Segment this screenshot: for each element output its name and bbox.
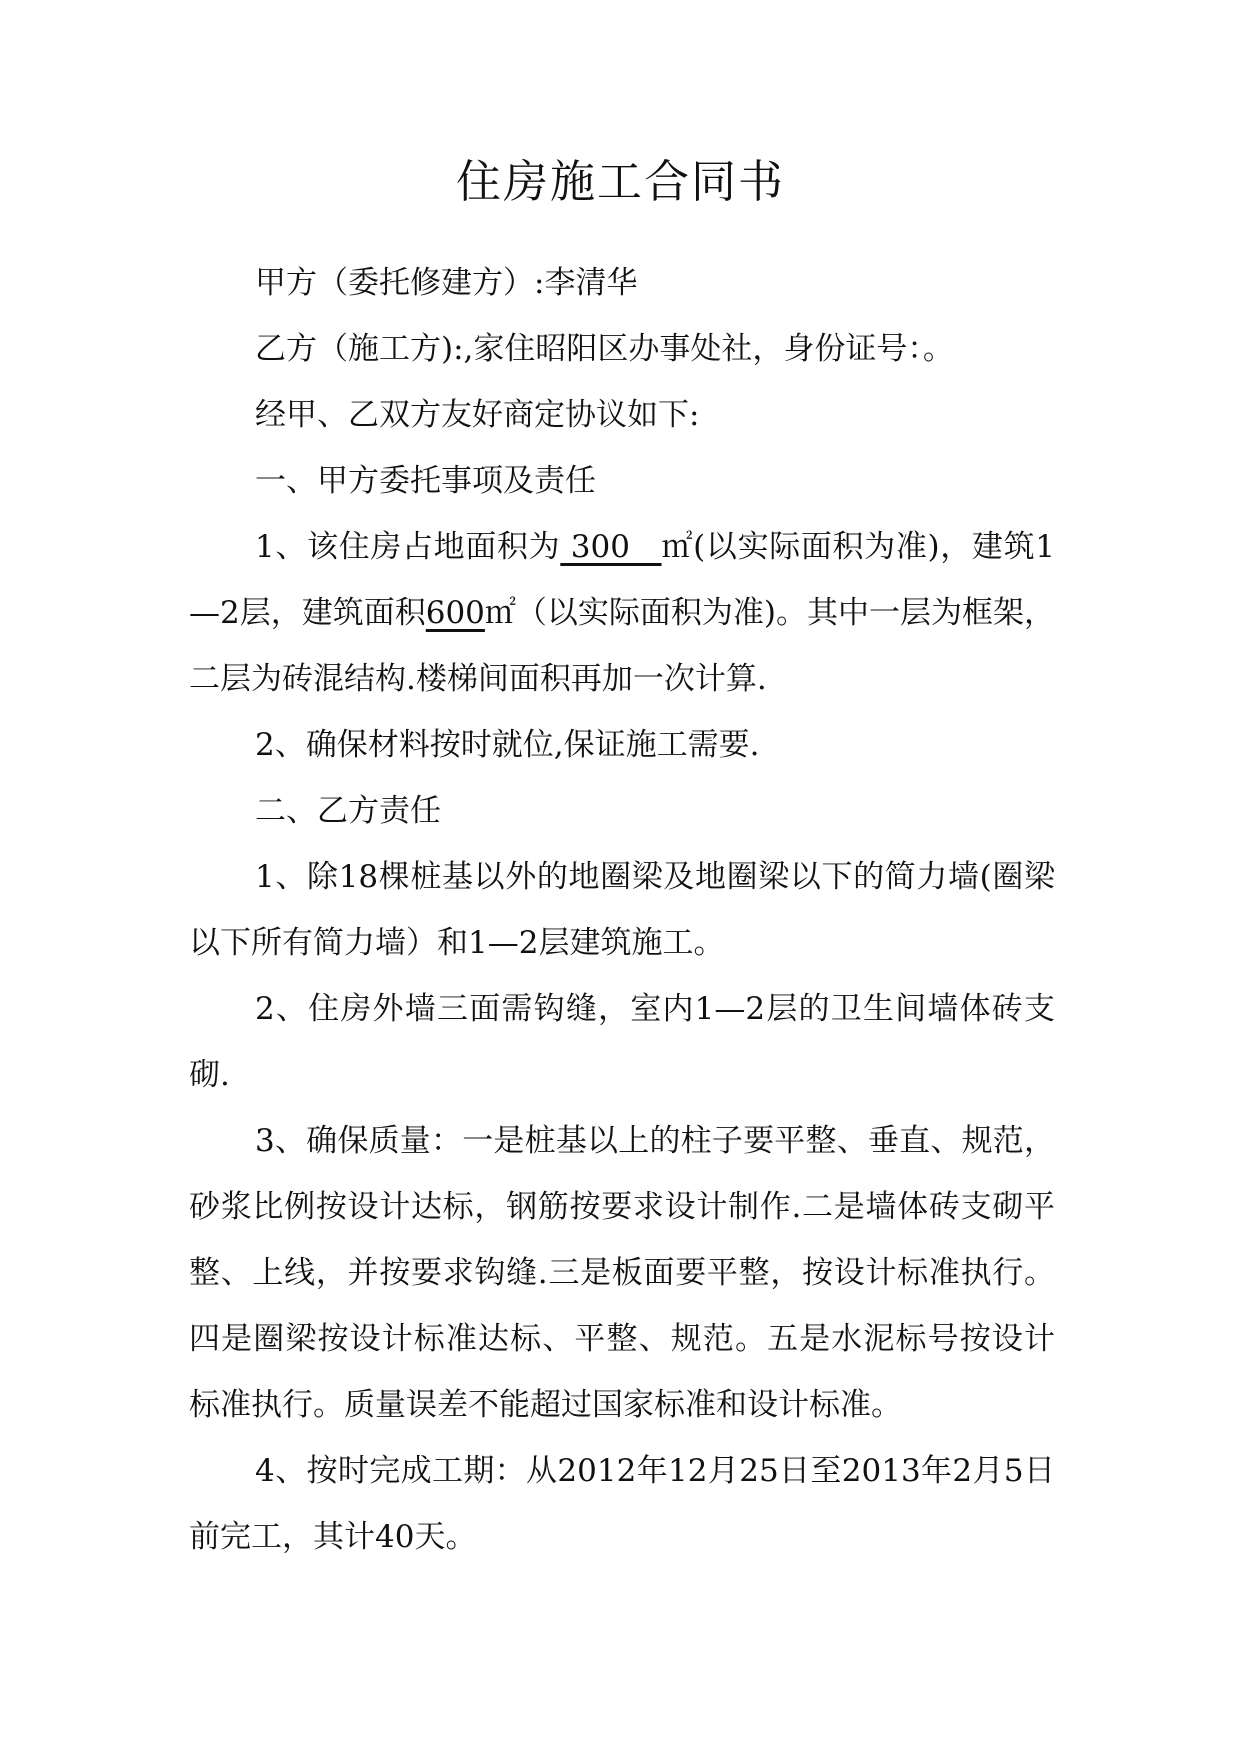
document-title: 住房施工合同书 — [455, 155, 785, 208]
section-2-item-3: 3、确保质量：一是桩基以上的柱子要平整、垂直、规范，砂浆比例按设计达标，钢筋按要求设计制作.二是墙体砖支砌平整、上线，并按要求钩缝.三是板面要平整，按设计标准执行。四是圈梁按设计标准达标、平整、规范。五是水泥标号按设计标准执行。质量误差不能超过国家标准和设计标准。 — [189, 1123, 1055, 1423]
section-2-heading: 二、乙方责任 — [255, 793, 441, 829]
item-1-suffix: ㎡（以实际面积为准)。其中一层为框架，二层为砖混结构.楼梯间面积再加一次计算. — [189, 595, 1055, 697]
document-body — [189, 250, 1055, 1570]
section-2-item-1: 1、除18棵桩基以外的地圈梁及地圈梁以下的简力墙(圈梁以下所有简力墙）和1—2层建筑施工。 — [189, 859, 1055, 961]
item-1-middle: ㎡(以实际面积为准)，建筑1—2层，建筑面积 — [189, 529, 1055, 631]
section-2-item-2: 2、住房外墙三面需钩缝，室内1—2层的卫生间墙体砖支砌. — [189, 991, 1055, 1093]
party-b-line: 乙方（施工方):,家住昭阳区办事处社，身份证号：。 — [255, 331, 954, 367]
item-1-prefix: 1、该住房占地面积为 — [255, 529, 561, 565]
section-1-heading: 一、甲方委托事项及责任 — [255, 463, 596, 499]
section-1-item-1 — [189, 514, 1055, 712]
section-2-item-4: 4、按时完成工期：从2012年12月25日至2013年2月5日前完工，其计40天。 — [189, 1453, 1055, 1555]
building-area-value: 600 — [425, 595, 485, 631]
preamble: 经甲、乙双方友好商定协议如下: — [255, 397, 700, 433]
party-a-line: 甲方（委托修建方）:李清华 — [255, 265, 638, 301]
section-1-item-2: 2、确保材料按时就位,保证施工需要. — [255, 727, 760, 763]
land-area-value: 300 — [560, 529, 662, 565]
